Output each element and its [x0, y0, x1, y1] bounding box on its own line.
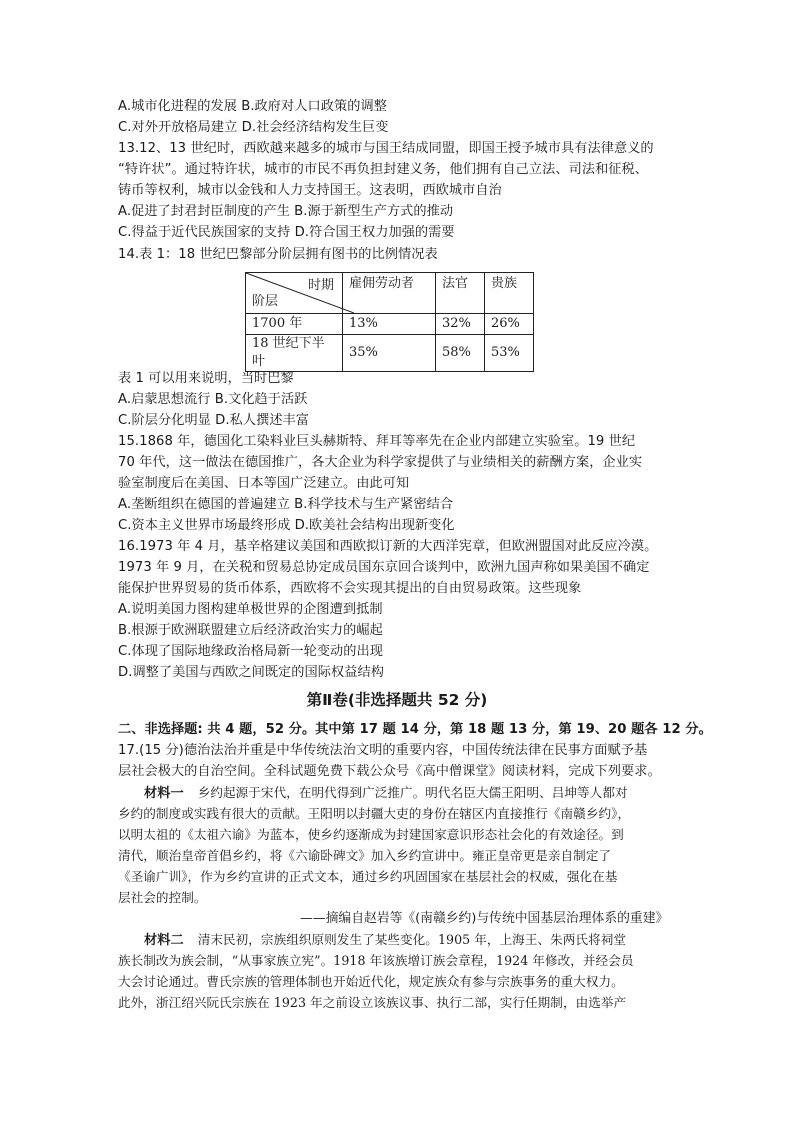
q12-options-ab: A.城市化进程的发展 B.政府对人口政策的调整: [118, 99, 387, 114]
material2-line-1: [144, 931, 626, 950]
material2-label: 材料二: [144, 933, 184, 948]
q16-stem-line-2: 1973 年 9 月，在关税和贸易总协定成员国东京回合谈判中，欧洲九国声称如果美国不确定: [118, 560, 650, 575]
material1-line-6: 层社会的控制。: [118, 890, 207, 905]
table-cell: 26%: [485, 314, 534, 335]
table-cell: 13%: [343, 314, 436, 335]
q16-stem-line-1: 16.1973 年 4 月，基辛格建议美国和西欧拟订新的大西洋宪章，但欧洲盟国对此反应冷漠。: [118, 539, 658, 554]
column-header: 雇佣劳动者: [343, 273, 436, 314]
column-header: 法官: [436, 273, 485, 314]
material2-line-2: 族长制改为族会制，“从事家族立宪”。1918 年该族增订族会章程，1924 年修改，并经会员: [118, 953, 634, 968]
row-label: 1700 年: [246, 314, 343, 335]
table-corner-cell: [246, 273, 343, 314]
material1-line-1: [144, 784, 628, 803]
table-row: [246, 335, 534, 372]
q16-option-c: C.体现了国际地缘政治格局新一轮变动的出现: [118, 644, 384, 659]
q14-options-cd: C.阶层分化明显 D.私人撰述丰富: [118, 413, 310, 428]
q17-stem-line-1: 17.(15 分)德治法治并重是中华传统法治文明的重要内容，中国传统法律在民事方面赋予基: [118, 743, 648, 758]
q15-options-ab: A.垄断组织在德国的普遍建立 B.科学技术与生产紧密结合: [118, 497, 454, 512]
q13-stem-line-2: “特许状”。通过特许状，城市的市民不再负担封建义务，他们拥有自己立法、司法和征税、: [118, 162, 649, 177]
table-header-row: [246, 273, 534, 314]
table-cell: 32%: [436, 314, 485, 335]
q13-options-cd: C.得益于近代民族国家的支持 D.符合国王权力加强的需要: [118, 225, 455, 240]
material2-text: 清末民初，宗族组织原则发生了某些变化。1905 年，上海王、朱两氏将祠堂: [197, 932, 626, 947]
material1-line-5: 《圣谕广训》，作为乡约宣讲的正式文本，通过乡约巩固国家在基层社会的权威，强化在基: [118, 869, 618, 884]
q13-options-ab: A.促进了封君封臣制度的产生 B.源于新型生产方式的推动: [118, 204, 454, 219]
q16-option-a: A.说明美国力图构建单极世界的企图遭到抵制: [118, 602, 383, 617]
book-ownership-table: [245, 272, 534, 372]
q12-options-cd: C.对外开放格局建立 D.社会经济结构发生巨变: [118, 120, 389, 135]
material1-line-2: 乡约的制度或实践有很大的贡献。王阳明以封疆大吏的身份在辖区内直接推行《南赣乡约》，: [118, 806, 631, 821]
table-row: [246, 314, 534, 335]
material1-text: 乡约起源于宋代，在明代得到广泛推广。明代名臣大儒王阳明、吕坤等人都对: [197, 785, 628, 800]
q16-stem-line-3: 能保护世界贸易的货币体系，西欧将不会实现其提出的自由贸易政策。这些现象: [118, 581, 582, 596]
part-header: 二、非选择题: 共 4 题，52 分。其中第 17 题 14 分，第 18 题 13 分，第 19、20 题各 12 分。: [118, 722, 712, 737]
q15-stem-line-1: 15.1868 年，德国化工染料业巨头赫斯特、拜耳等率先在企业内部建立实验室。19 世纪: [118, 434, 636, 449]
q15-options-cd: C.资本主义世界市场最终形成 D.欧美社会结构出现新变化: [118, 518, 455, 533]
q14-table-caption: 14.表 1：18 世纪巴黎部分阶层拥有图书的比例情况表: [118, 247, 438, 262]
material1-line-3: 以明太祖的《太祖六谕》为蓝本，使乡约逐渐成为封建国家意识形态社会化的有效途径。到: [118, 827, 624, 842]
table-cell: 53%: [485, 335, 534, 372]
material2-line-4: 此外，浙江绍兴阮氏宗族在 1923 年之前设立该族议事、执行二部，实行任期制，由选举产: [118, 995, 627, 1010]
q15-stem-line-2: 70 年代，这一做法在德国推广，各大企业为科学家提供了与业绩相关的薪酬方案，企业实: [118, 455, 643, 470]
q14-stem: 表 1 可以用来说明，当时巴黎: [118, 371, 294, 386]
material1-source: ——摘编自赵岩等《(南赣乡约)与传统中国基层治理体系的重建》: [300, 911, 669, 926]
material1-label: 材料一: [144, 786, 184, 801]
q15-stem-line-3: 验室制度后在美国、日本等国广泛建立。由此可知: [118, 476, 410, 491]
q16-option-d: D.调整了美国与西欧之间既定的国际权益结构: [118, 665, 384, 680]
column-header: 贵族: [485, 273, 534, 314]
q13-stem-line-1: 13.12、13 世纪时，西欧越来越多的城市与国王结成同盟，即国王授予城市具有法律意义的: [118, 141, 654, 156]
q13-stem-line-3: 铸币等权利，城市以金钱和人力支持国王。这表明，西欧城市自治: [118, 183, 502, 198]
q17-stem-line-2: 层社会极大的自治空间。全科试题免费下载公众号《高中僧课堂》阅读材料，完成下列要求。: [118, 764, 661, 779]
corner-label-class: 阶层: [252, 294, 279, 309]
material2-line-3: 大会讨论通过。曹氏宗族的管理体制也开始近代化，规定族众有参与宗族事务的重大权力。: [118, 974, 624, 989]
table-cell: 58%: [436, 335, 485, 372]
q16-option-b: B.根源于欧洲联盟建立后经济政治实力的崛起: [118, 623, 383, 638]
corner-label-period: 时期: [307, 278, 334, 293]
table-cell: 35%: [343, 335, 436, 372]
material1-line-4: 清代，顺治皇帝首倡乡约，将《六谕卧碑文》加入乡约宣讲中。雍正皇帝更是亲自制定了: [118, 848, 612, 863]
row-label: 18 世纪下半叶: [246, 335, 343, 372]
q14-options-ab: A.启蒙思想流行 B.文化趋于活跃: [118, 392, 308, 407]
section-title: 第Ⅱ卷(非选择题共 52 分): [306, 691, 488, 709]
